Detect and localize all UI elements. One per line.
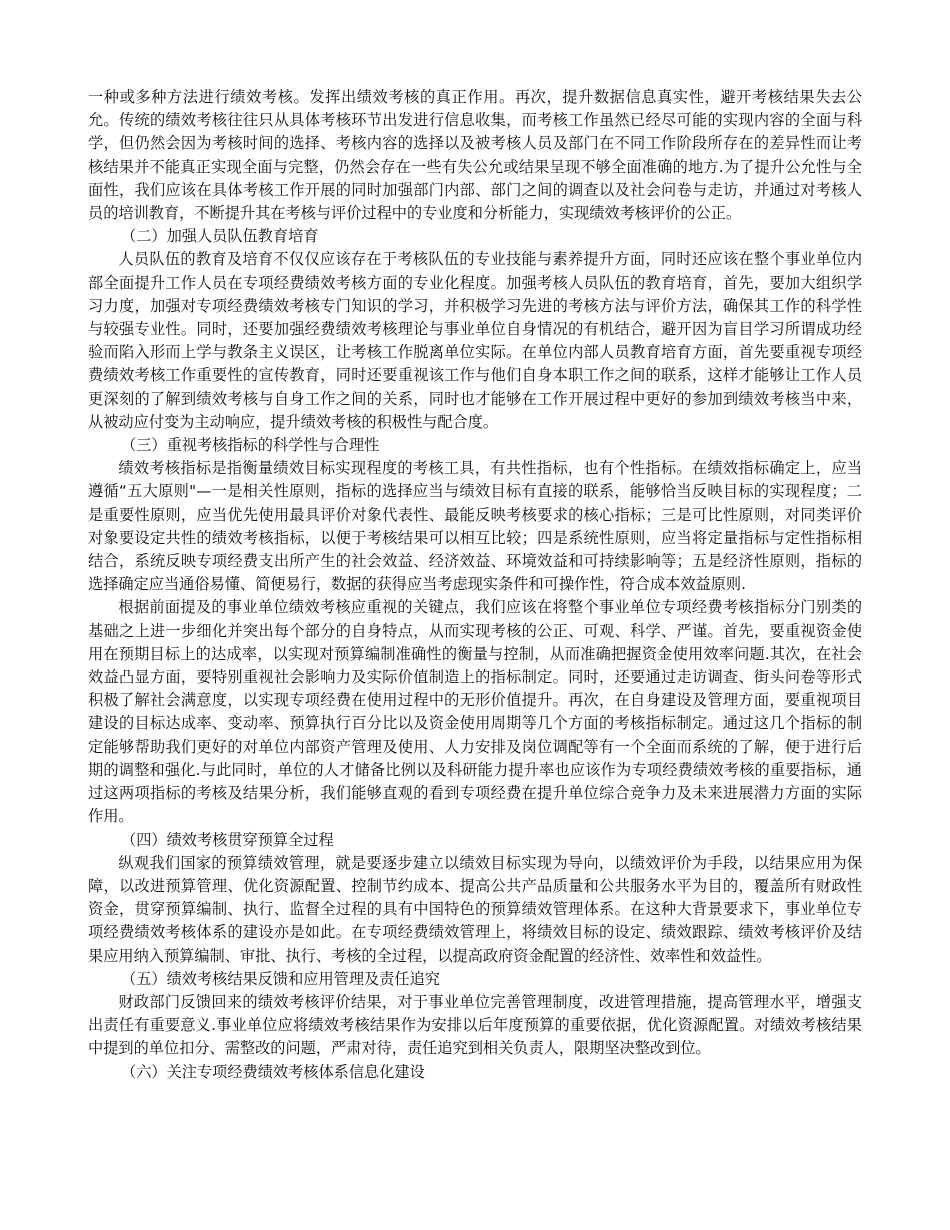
document-page	[88, 86, 862, 1084]
section-heading-budget-process: （四）绩效考核贯穿预算全过程	[121, 830, 334, 849]
paragraph-indicator-details: 根据前面提及的事业单位绩效考核应重视的关键点，我们应该在将整个事业单位专项经费考核指标分门别类的基础之上进一步细化并突出每个部分的自身特点，从而实现考核的公正、可观、科学、严谨。首先，要重视资金使用在预期目标上的达成率，以实现对预算编制准确性的衡量与控制，从而准确把握资金使用效率问题.其次，在社会效益凸显方面，要特别重视社会影响力及实际价值制造上的指标制定。同时，还要通过走访调查、街头问卷等形式积极了解社会满意度，以实现专项经费在使用过程中的无形价值提升。再次，在自身建设及管理方面，要重视项目建设的目标达成率、变动率、预算执行百分比以及资金使用周期等几个方面的考核指标制定。通过这几个指标的制定能够帮助我们更好的对单位内部资产管理及使用、人力安排及岗位调配等有一个全面而系统的了解，便于进行后期的调整和强化.与此同时，单位的人才储备比例以及科研能力提升率也应该作为专项经费绩效考核的重要指标，通过这两项指标的考核及结果分析，我们能够直观的看到专项经费在提升单位综合竞争力及未来进展潜力方面的实际作用。	[88, 598, 862, 826]
paragraph-five-principles: 绩效考核指标是指衡量绩效目标实现程度的考核工具，有共性指标，也有个性指标。在绩效指标确定上，应当遵循“五大原则"—一是相关性原则，指标的选择应当与绩效目标有直接的联系，能够恰当反映目标的实现程度；二是重要性原则，应当优先使用最具评价对象代表性、最能反映考核要求的核心指标；三是可比性原则，对同类评价对象要设定共性的绩效考核指标，以便于考核结果可以相互比较；四是系统性原则，应当将定量指标与定性指标相结合，系统反映专项经费支出所产生的社会效益、经济效益、环境效益和可持续影响等；五是经济性原则，指标的选择确定应当通俗易懂、简便易行，数据的获得应当考虑现实条件和可操作性，符合成本效益原则.	[88, 459, 862, 594]
section-heading-staff-training: （二）加强人员队伍教育培育	[121, 227, 319, 246]
paragraph-feedback: 财政部门反馈回来的绩效考核评价结果，对于事业单位完善管理制度，改进管理措施，提高管理水平，增强支出责任有重要意义.事业单位应将绩效考核结果作为安排以后年度预算的重要依据，优化资源配置。对绩效考核结果中提到的单位扣分、需整改的问题，严肃对待，责任追究到相关负责人，限期坚决整改到位。	[88, 992, 862, 1058]
section-heading-informatization: （六）关注专项经费绩效考核体系信息化建设	[121, 1062, 425, 1081]
paragraph-evaluation-methods: 一种或多种方法进行绩效考核。发挥出绩效考核的真正作用。再次，提升数据信息真实性，避开考核结果失去公允。传统的绩效考核往往只从具体考核环节出发进行信息收集，而考核工作虽然已经尽可能的实现内容的全面与科学，但仍然会因为考核时间的选择、考核内容的选择以及被考核人员及部门在不同工作阶段所存在的差异性而让考核结果并不能真正实现全面与完整，仍然会存在一些有失公允或结果呈现不够全面准确的地方.为了提升公允性与全面性，我们应该在具体考核工作开展的同时加强部门内部、部门之间的调查以及社会问卷与走访，并通过对考核人员的培训教育，不断提升其在考核与评价过程中的专业度和分析能力，实现绩效考核评价的公正。	[88, 88, 862, 223]
section-heading-indicators: （三）重视考核指标的科学性与合理性	[121, 436, 380, 455]
paragraph-budget-process: 纵观我们国家的预算绩效管理，就是要逐步建立以绩效目标实现为导向，以绩效评价为手段，以结果应用为保障，以改进预算管理、优化资源配置、控制节约成本、提高公共产品质量和公共服务水平为目的，覆盖所有财政性资金，贯穿预算编制、执行、监督全过程的具有中国特色的预算绩效管理体系。在这种大背景要求下，事业单位专项经费绩效考核体系的建设亦是如此。在专项经费绩效管理上，将绩效目标的设定、绩效跟踪、绩效考核评价及结果应用纳入预算编制、审批、执行、考核的全过程，以提高政府资金配置的经济性、效率性和效益性。	[88, 853, 862, 965]
section-heading-feedback: （五）绩效考核结果反馈和应用管理及责任追究	[121, 969, 440, 988]
paragraph-staff-training: 人员队伍的教育及培育不仅仅应该存在于考核队伍的专业技能与素养提升方面，同时还应该在整个事业单位内部全面提升工作人员在专项经费绩效考核方面的专业化程度。加强考核人员队伍的教育培育，首先，要加大组织学习力度，加强对专项经费绩效考核专门知识的学习，并积极学习先进的考核方法与评价方法，确保其工作的科学性与较强专业性。同时，还要加强经费绩效考核理论与事业单位自身情况的有机结合，避开因为盲目学习所谓成功经验而陷入形而上学与教条主义误区，让考核工作脱离单位实际。在单位内部人员教育培育方面，首先要重视专项经费绩效考核工作重要性的宣传教育，同时还要重视该工作与他们自身本职工作之间的联系，这样才能够让工作人员更深刻的了解到绩效考核与自身工作之间的关系，同时也才能够在工作开展过程中更好的参加到绩效考核当中来，从被动应付变为主动响应，提升绩效考核的积极性与配合度。	[88, 250, 862, 431]
